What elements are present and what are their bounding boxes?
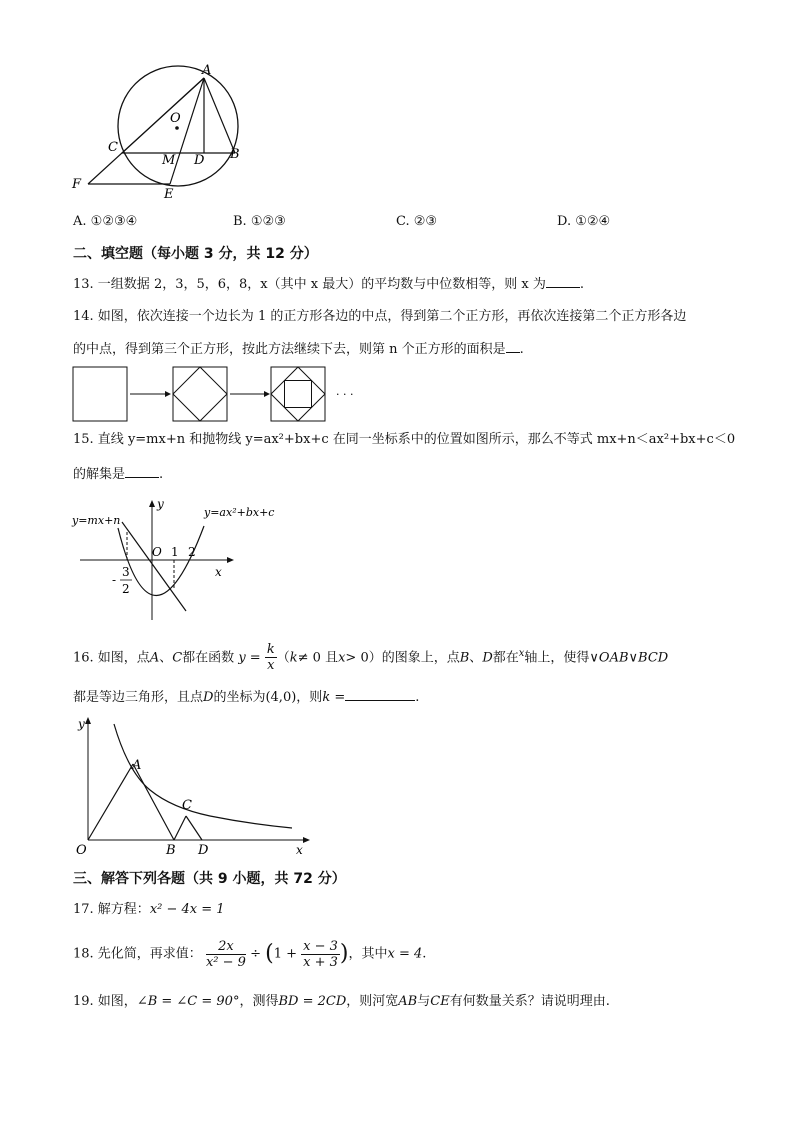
y-axis-arrow — [85, 717, 91, 724]
arrow-1-head — [165, 391, 171, 397]
fraction-k-over-x: $\frac{k}{x}$ — [266, 642, 275, 674]
x-axis-label: x — [215, 565, 222, 579]
option-letter: D. — [557, 214, 572, 229]
option-letter: C. — [396, 214, 410, 229]
q12-circle-figure — [60, 58, 260, 208]
question-13: 13. 一组数据 2，3，5，6，8，x（其中 x 最大）的平均数与中位数相等，则 x 为 . — [73, 277, 584, 292]
q14-squares-figure — [72, 366, 372, 422]
label-f: F — [72, 177, 82, 192]
question-15-line2: 的解集是 . — [73, 467, 164, 482]
q15-graph-figure — [70, 494, 290, 626]
label-b: B — [230, 147, 240, 162]
q12-option-b[interactable] — [233, 213, 286, 231]
y-axis-arrow — [149, 500, 155, 507]
label-o: O — [170, 111, 181, 126]
frac-num: 3 — [122, 565, 130, 579]
line-label: y=mx+n — [72, 514, 121, 527]
q13-answer-blank[interactable] — [546, 275, 580, 288]
label-d: D — [198, 843, 209, 858]
fraction-x-3-over-x+3: $\frac{x - 3}{x + 3}$ — [303, 938, 338, 970]
parabola — [118, 526, 204, 596]
question-17: 17. 解方程：x² − 4x = 1 — [73, 902, 225, 917]
question-19: 19. 如图，∠B = ∠C = 90°，测得BD = 2CD，则河宽AB与CE有何数量关系？请说明理由. — [73, 994, 610, 1009]
tick-1-label: 1 — [171, 545, 179, 559]
question-14-line2: 的中点，得到第三个正方形，按此方法继续下去，则第 n 个正方形的面积是 . — [73, 342, 524, 357]
q15-answer-blank[interactable] — [125, 465, 159, 478]
option-letter: A. — [73, 214, 87, 229]
x-axis-arrow — [227, 557, 234, 563]
segment-oa — [88, 764, 133, 840]
label-d: D — [194, 153, 205, 168]
q17-equation: x² − 4x = 1 — [149, 902, 225, 917]
segment-cd — [186, 816, 202, 840]
question-16-line1: 16. 如图，点A、C都在函数 y = $\frac{k}{x}$ （k≠ 0 且x> 0）的图象上，点B、D都在$^x$轴上，使得∨OAB∨BCD — [73, 642, 669, 674]
square-2-outer — [173, 367, 227, 421]
label-a: A — [132, 758, 142, 773]
label-m: M — [162, 153, 176, 168]
x-axis-label: x — [296, 843, 303, 857]
option-circles: ①②③ — [250, 214, 286, 229]
q16-graph-figure — [70, 712, 320, 858]
question-16-line2: 都是等边三角形，且点D的坐标为(4,0)，则k = . — [73, 690, 420, 705]
label-a: A — [202, 63, 212, 78]
q14-answer-blank[interactable] — [506, 340, 520, 353]
x-axis-arrow — [303, 837, 310, 843]
circle-o — [118, 66, 238, 186]
y-axis-label: y — [78, 717, 85, 731]
origin-label: O — [76, 843, 87, 858]
question-14-line1: 14. 如图，依次连接一个边长为 1 的正方形各边的中点，得到第二个正方形，再依次连接第二个正方形各边 — [73, 309, 687, 324]
segment-ab — [204, 78, 235, 153]
square-2-inner — [173, 367, 227, 421]
ellipsis: · · · — [336, 388, 354, 401]
square-1 — [73, 367, 127, 421]
tick-2-label: 2 — [188, 545, 196, 559]
question-18: 18. 先化简，再求值： $\frac{2x}{\text{x² − 9}}$ ÷ (1 + $\frac{x - 3}{x + 3}$ )，其中x = 4. — [73, 938, 427, 970]
label-e: E — [164, 187, 174, 202]
option-letter: B. — [233, 214, 247, 229]
question-15-line1: 15. 直线 y=mx+n 和抛物线 y=ax²+bx+c 在同一坐标系中的位置如图所示，那么不等式 mx+n＜ax²+bx+c＜0 — [73, 432, 736, 447]
q12-option-d[interactable] — [557, 213, 610, 231]
q12-option-a[interactable] — [73, 213, 137, 231]
arrow-2-head — [264, 391, 270, 397]
fraction-2x-over-x2-9: $\frac{2x}{\text{x² − 9}}$ — [205, 938, 246, 970]
square-3-mid — [271, 367, 325, 421]
neg-sign: - — [112, 573, 117, 587]
option-circles: ①②④ — [575, 214, 611, 229]
square-3-outer — [271, 367, 325, 421]
label-c: C — [108, 140, 118, 155]
option-circles: ①②③④ — [90, 214, 138, 229]
q12-option-c[interactable] — [396, 213, 437, 231]
square-3-inner — [285, 381, 312, 408]
frac-den: 2 — [122, 582, 130, 596]
section-2-title: 二、填空题（每小题 3 分，共 12 分） — [73, 246, 318, 262]
label-b: B — [166, 843, 176, 858]
segment-bc — [174, 816, 186, 840]
hyperbola — [114, 724, 292, 828]
section-3-title: 三、解答下列各题（共 9 小题，共 72 分） — [73, 871, 346, 887]
line-mx-n — [122, 522, 186, 611]
point-o — [175, 126, 179, 130]
y-axis-label: y — [157, 497, 164, 511]
label-c: C — [182, 798, 192, 813]
origin-label: O — [152, 545, 162, 559]
q16-answer-blank[interactable] — [345, 688, 415, 701]
q13-text: 13. 一组数据 2，3，5，6，8，x（其中 x 最大）的平均数与中位数相等，则 x 为 — [73, 277, 546, 292]
parabola-label: y=ax²+bx+c — [204, 506, 275, 519]
option-circles: ②③ — [413, 214, 438, 229]
